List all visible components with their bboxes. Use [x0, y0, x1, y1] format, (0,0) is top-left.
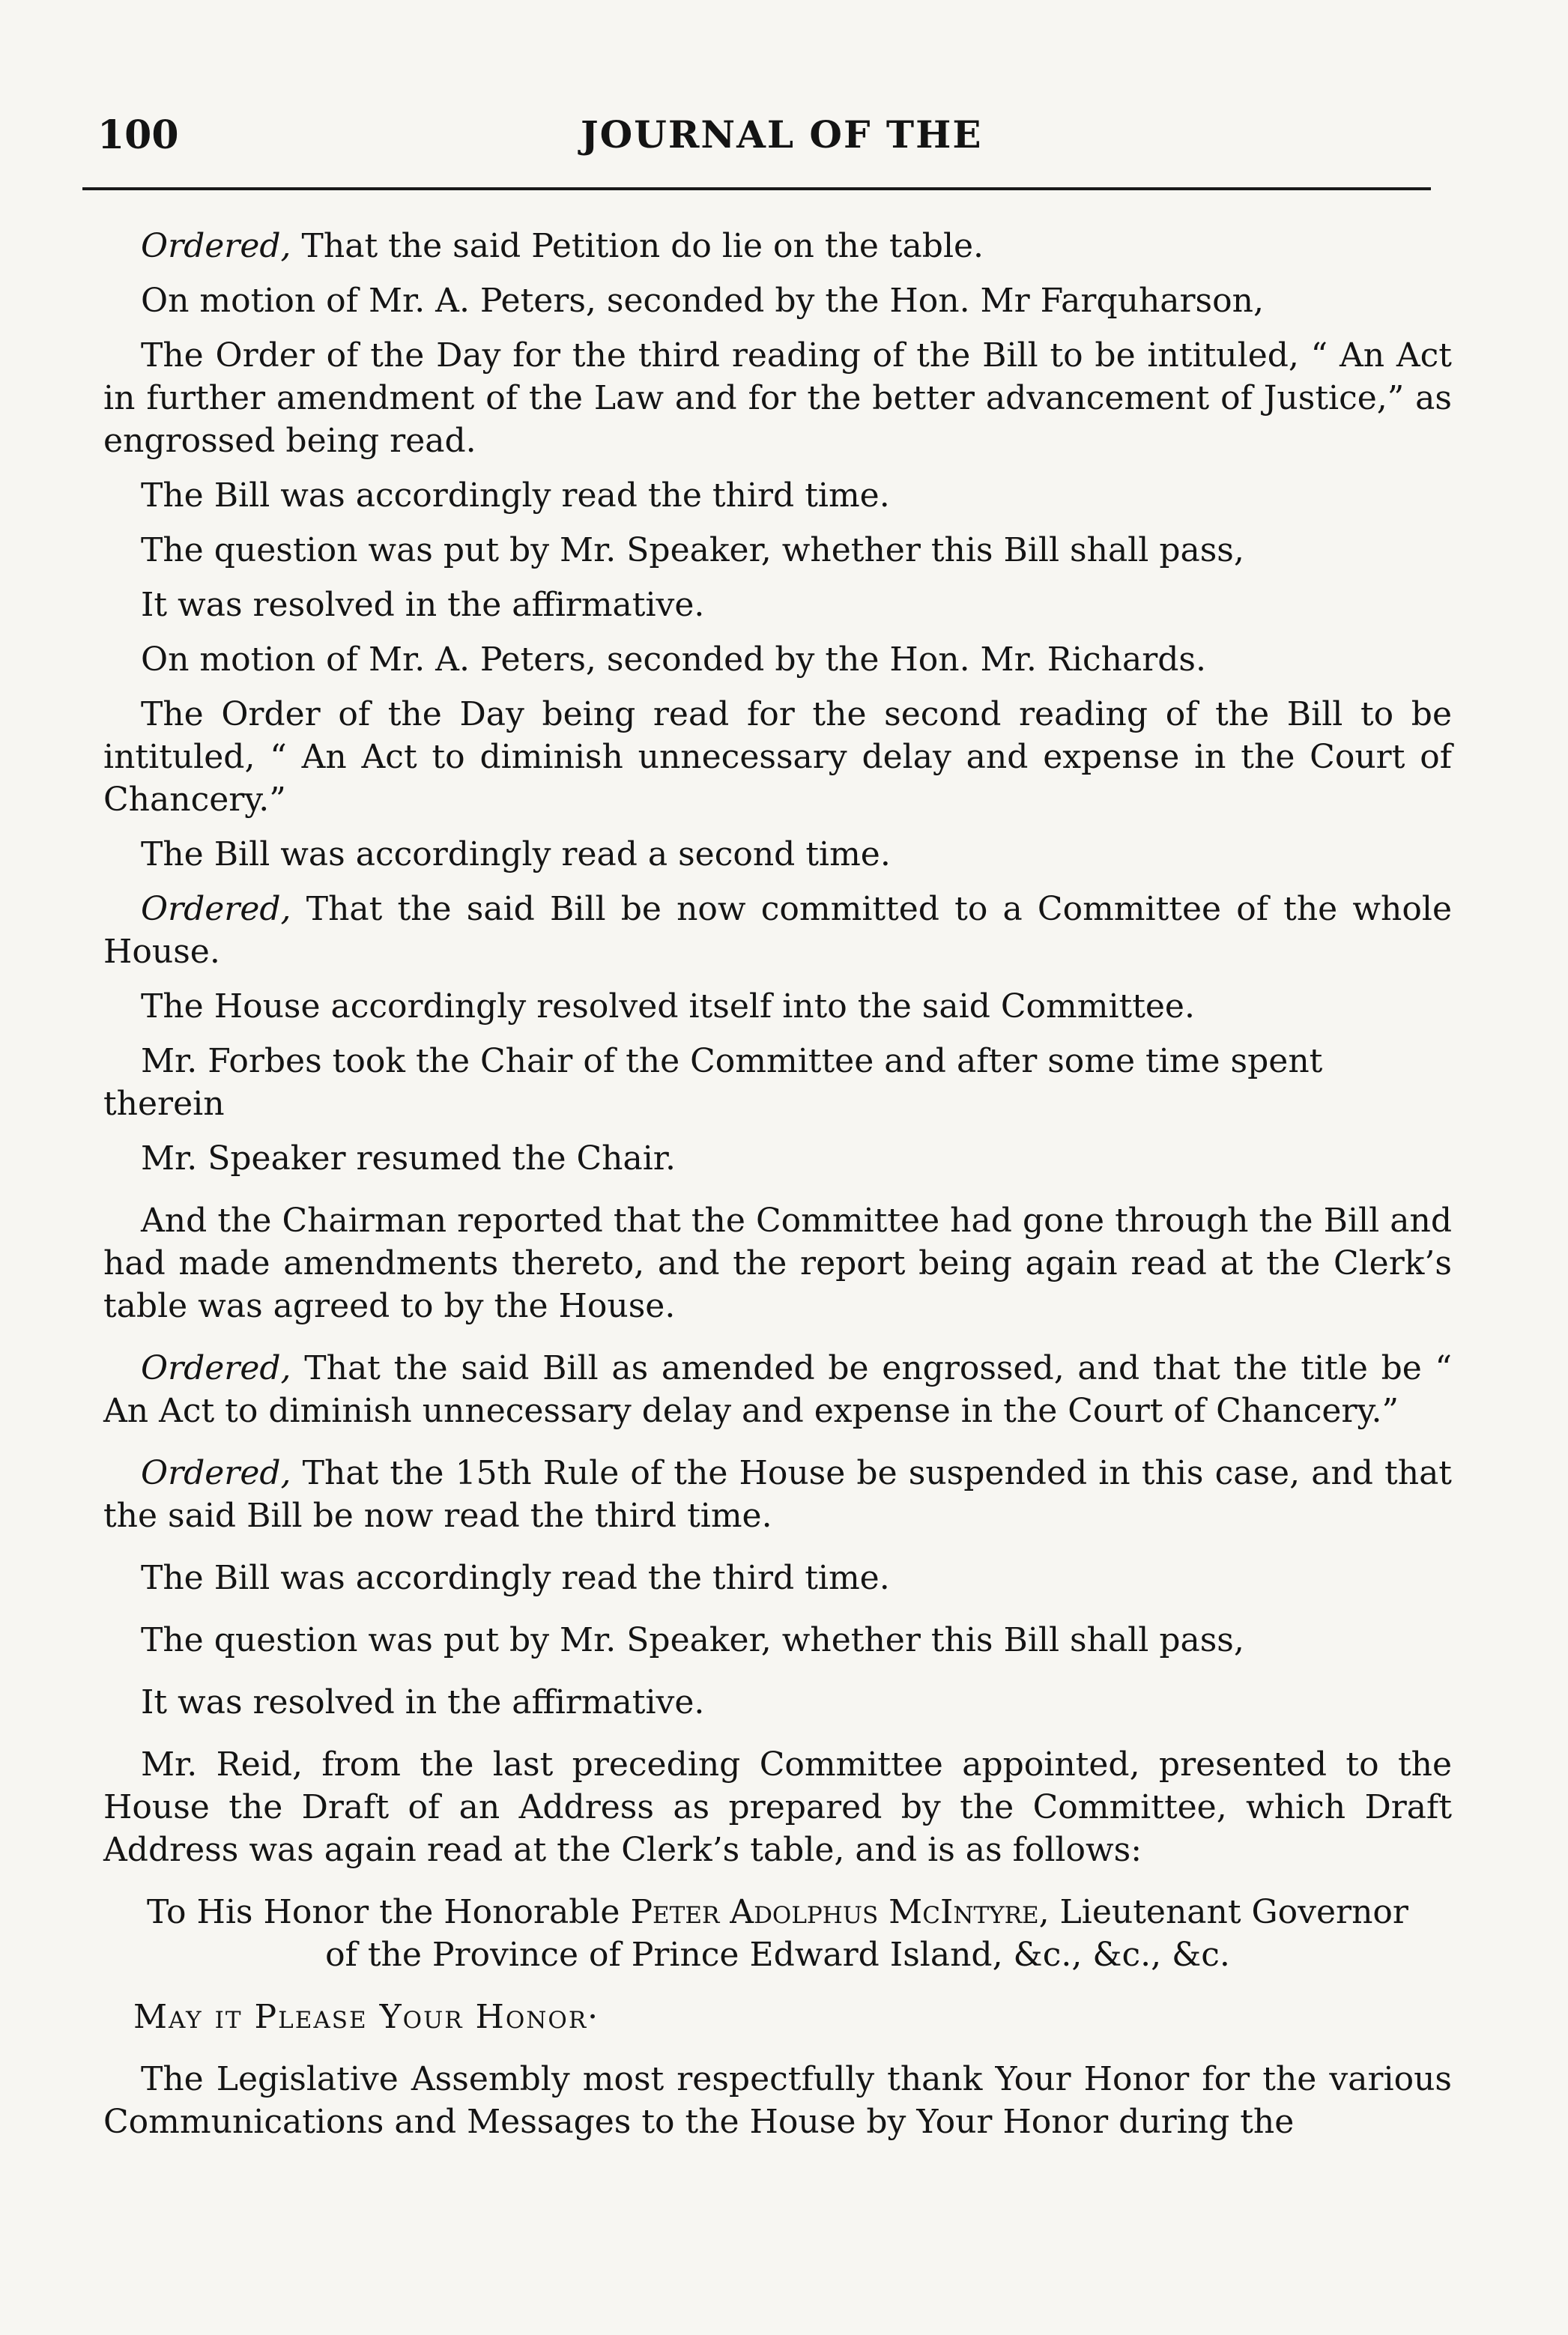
paragraph-text: That the said Bill be now committed to a Committee of the whole House. [103, 890, 1452, 971]
page-number: 100 [97, 112, 179, 158]
paragraph-text: That the 15th Rule of the House be suspended in this case, and that the said Bill be now read the third time. [103, 1454, 1452, 1535]
lieutenant-governor-name: Peter Adolphus McIntyre [630, 1893, 1039, 1931]
header-rule [82, 187, 1431, 190]
paragraph-ordered-petition [103, 225, 1452, 267]
paragraph-house-resolved: The House accordingly resolved itself into the said Committee. [141, 987, 1195, 1026]
ordered-label: Ordered, [141, 1349, 291, 1387]
salutation: May it Please Your Honor· [133, 1998, 600, 2036]
paragraph-order-third-reading: The Order of the Day for the third reading of the Bill to be intituled, “ An Act in further amendment of the Law and for the better advancement of Justice,” as engrossed being read. [103, 336, 1452, 460]
ordered-label: Ordered, [141, 890, 291, 928]
paragraph-resolved-2: It was resolved in the affirmative. [141, 1683, 705, 1721]
paragraph-order-second-reading: The Order of the Day being read for the second reading of the Bill to be intituled, “ An Act to diminish unnecessary delay and expense in the Court of Chancery.” [103, 695, 1452, 819]
paragraph-read-second-time: The Bill was accordingly read a second time. [141, 835, 891, 873]
ordered-label: Ordered, [141, 1454, 291, 1492]
address-heading [103, 1891, 1452, 1976]
paragraph-motion-2: On motion of Mr. A. Peters, seconded by the Hon. Mr. Richards. [141, 640, 1206, 679]
paragraph-ordered-committed [103, 888, 1452, 973]
paragraph-text: That the said Bill as amended be engrossed, and that the title be “ An Act to diminish unnecessary delay and expense in the Court of Chancery.” [103, 1349, 1452, 1430]
paragraph-assembly-thanks: The Legislative Assembly most respectfully thank Your Honor for the various Communications and Messages to the House by Your Honor during the [103, 2060, 1452, 2141]
paragraph-read-third-time-2: The Bill was accordingly read the third time. [141, 1559, 890, 1597]
paragraph-ordered-engrossed [103, 1347, 1452, 1432]
ordered-label: Ordered, [141, 227, 291, 265]
paragraph-speaker-resumed: Mr. Speaker resumed the Chair. [141, 1139, 676, 1178]
paragraph-motion-1: On motion of Mr. A. Peters, seconded by the Hon. Mr Farquharson, [141, 282, 1264, 320]
address-line-2: of the Province of Prince Edward Island, &c., &c., &c. [325, 1936, 1230, 1974]
paragraph-question-2: The question was put by Mr. Speaker, whether this Bill shall pass, [141, 1621, 1244, 1659]
page-header [97, 112, 1431, 165]
address-line-1: To His Honor the Honorable Peter Adolphus McIntyre, Lieutenant Governor [147, 1893, 1408, 1931]
journal-body [103, 225, 1452, 2143]
paragraph-draft-address: Mr. Reid, from the last preceding Committee appointed, presented to the House the Draft of an Address as prepared by the Committee, which Draft Address was again read at the Clerk’s table, and is as follows: [103, 1745, 1452, 1869]
paragraph-question-1: The question was put by Mr. Speaker, whether this Bill shall pass, [141, 531, 1244, 569]
paragraph-text: That the said Petition do lie on the table. [291, 227, 984, 265]
paragraph-ordered-rule-suspended [103, 1452, 1452, 1537]
paragraph-chairman-reported: And the Chairman reported that the Committee had gone through the Bill and had made amendments thereto, and the report being again read at the Clerk’s table was agreed to by the House. [103, 1202, 1452, 1325]
running-head: JOURNAL OF THE [581, 112, 983, 157]
paragraph-forbes-chair: Mr. Forbes took the Chair of the Committee and after some time spent therein [103, 1042, 1323, 1123]
paragraph-read-third-time-1: The Bill was accordingly read the third time. [141, 476, 890, 515]
paragraph-resolved-1: It was resolved in the affirmative. [141, 586, 705, 624]
